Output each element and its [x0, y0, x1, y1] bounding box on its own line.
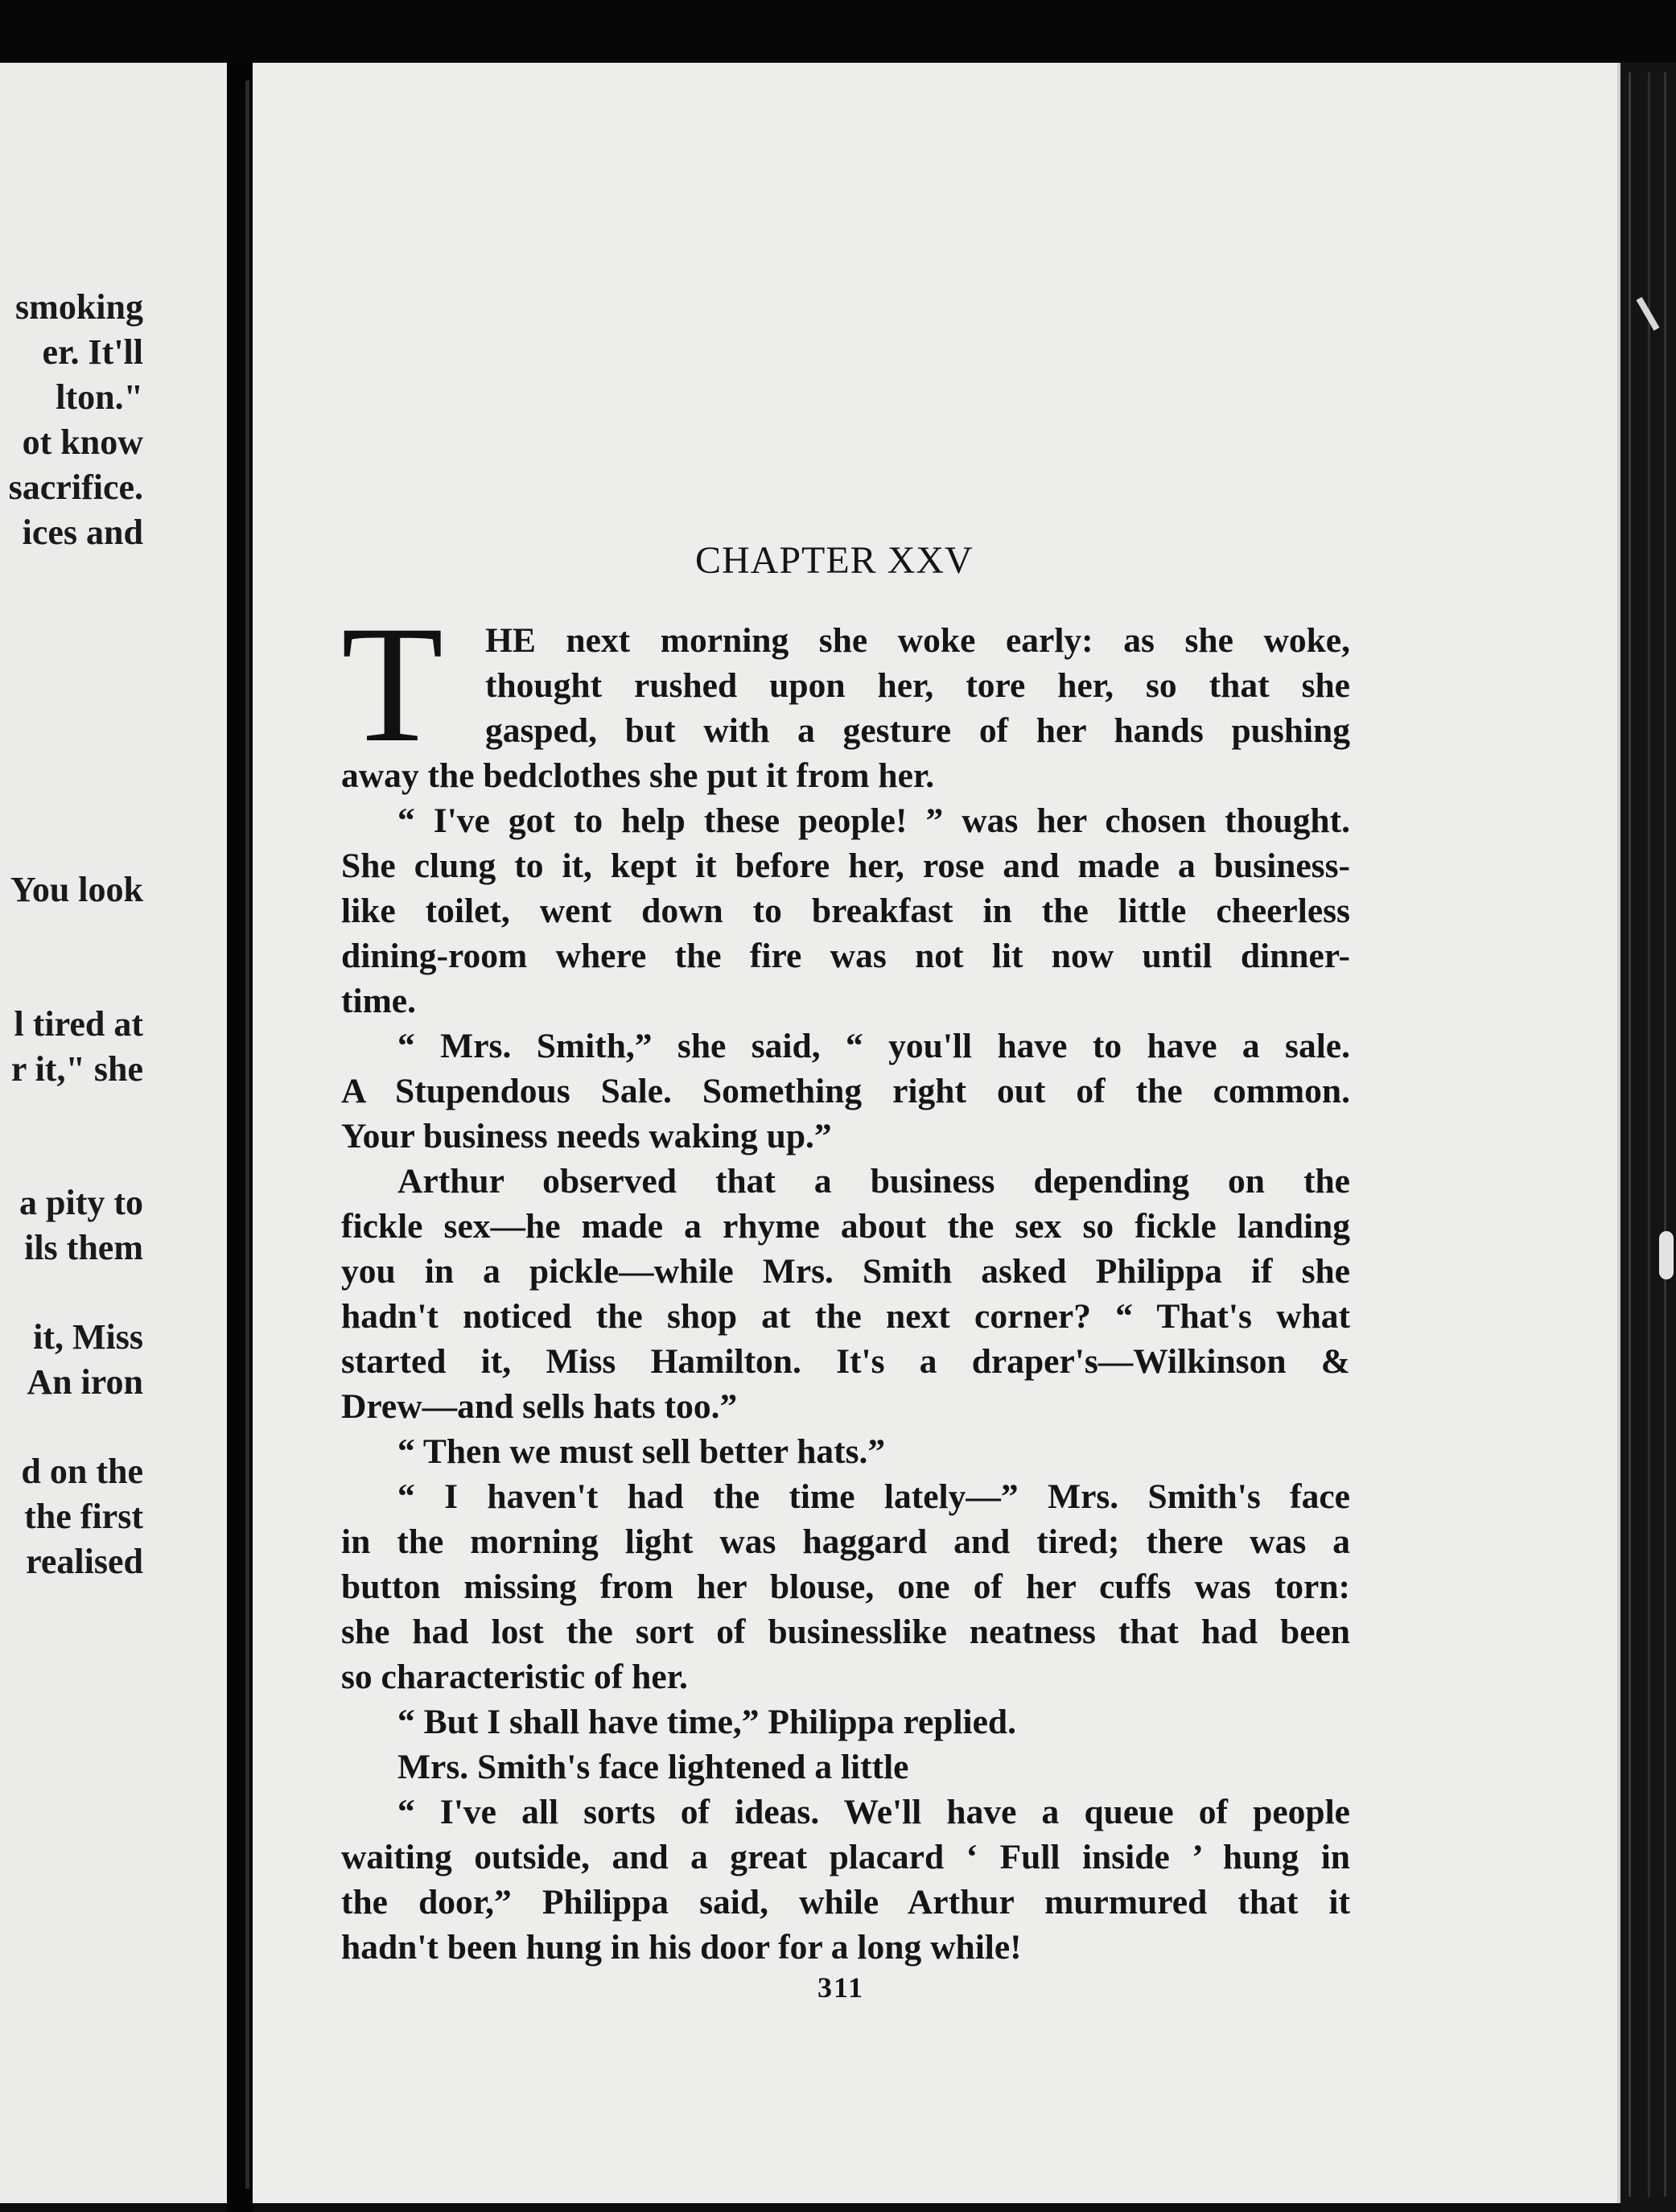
left-line: An iron — [27, 1362, 143, 1402]
left-line: the first — [24, 1497, 143, 1536]
text-line: “ I've all sorts of ideas. We'll have a queue of people — [397, 1793, 1350, 1831]
text-line: hadn't been hung in his door for a long while! — [341, 1928, 1022, 1967]
text-line: “ Then we must sell better hats.” — [397, 1432, 886, 1471]
scanner-top-shadow — [0, 0, 1676, 63]
text-line: Your business needs waking up.” — [341, 1117, 832, 1155]
page-number: 311 — [817, 1971, 865, 2004]
left-line: d on the — [21, 1452, 143, 1491]
text-line: waiting outside, and a great placard ‘ Full inside ’ hung in — [341, 1838, 1350, 1876]
text-line: HE next morning she woke early: as she woke, — [485, 621, 1350, 660]
left-line: it, Miss — [33, 1317, 143, 1357]
left-page — [0, 63, 227, 2203]
text-line: you in a pickle—while Mrs. Smith asked Philippa if she — [341, 1252, 1350, 1291]
text-line: dining-room where the fire was not lit now until dinner- — [341, 937, 1350, 975]
left-line: r it," she — [10, 1049, 143, 1089]
text-line: she had lost the sort of businesslike neatness that had been — [341, 1613, 1350, 1651]
left-line: ot know — [22, 422, 143, 462]
text-line: “ Mrs. Smith,” she said, “ you'll have to have a sale. — [397, 1027, 1350, 1065]
text-line: Mrs. Smith's face lightened a little — [397, 1748, 909, 1786]
binding-mark — [1659, 1231, 1674, 1279]
text-line: Arthur observed that a business depending on the — [397, 1162, 1350, 1201]
left-line: lton." — [56, 377, 143, 417]
left-line: a pity to — [19, 1183, 143, 1222]
text-line: time. — [341, 982, 416, 1020]
left-line: l tired at — [14, 1004, 143, 1044]
chapter-title: CHAPTER XXV — [695, 539, 974, 582]
fore-edge-line — [1664, 72, 1666, 2197]
text-line: fickle sex—he made a rhyme about the sex so fickle landing — [341, 1207, 1350, 1246]
text-line: “ But I shall have time,” Philippa replied. — [397, 1703, 1017, 1741]
fore-edge-line — [1629, 72, 1631, 2197]
left-line: realised — [26, 1542, 143, 1581]
left-line: sacrifice. — [8, 468, 143, 507]
text-line: hadn't noticed the shop at the next corner? “ That's what — [341, 1297, 1350, 1336]
fore-edge-line — [1648, 72, 1650, 2197]
text-line: gasped, but with a gesture of her hands pushing — [485, 711, 1350, 750]
text-line: started it, Miss Hamilton. It's a draper's—Wilkinson & — [341, 1342, 1350, 1381]
text-line: away the bedclothes she put it from her. — [341, 756, 935, 795]
text-line: the door,” Philippa said, while Arthur murmured that it — [341, 1883, 1350, 1922]
text-line: so characteristic of her. — [341, 1658, 688, 1696]
gutter-rule — [245, 80, 249, 2189]
drop-cap-letter: T — [341, 591, 444, 776]
left-line: ices and — [22, 513, 143, 552]
left-line: ils them — [24, 1228, 143, 1267]
text-line: She clung to it, kept it before her, rose and made a business- — [341, 846, 1350, 885]
text-line: A Stupendous Sale. Something right out of the common. — [341, 1072, 1350, 1110]
text-line: in the morning light was haggard and tired; there was a — [341, 1522, 1350, 1561]
text-line: “ I haven't had the time lately—” Mrs. Smith's face — [397, 1477, 1350, 1516]
left-line: You look — [10, 870, 143, 909]
text-line: thought rushed upon her, tore her, so that she — [485, 666, 1350, 705]
left-line: er. It'll — [42, 332, 143, 372]
text-line: “ I've got to help these people! ” was her chosen thought. — [397, 801, 1350, 840]
text-line: like toilet, went down to breakfast in the little cheerless — [341, 892, 1350, 930]
text-line: Drew—and sells hats too.” — [341, 1387, 738, 1426]
text-line: button missing from her blouse, one of her cuffs was torn: — [341, 1567, 1350, 1606]
left-line: smoking — [15, 287, 143, 327]
